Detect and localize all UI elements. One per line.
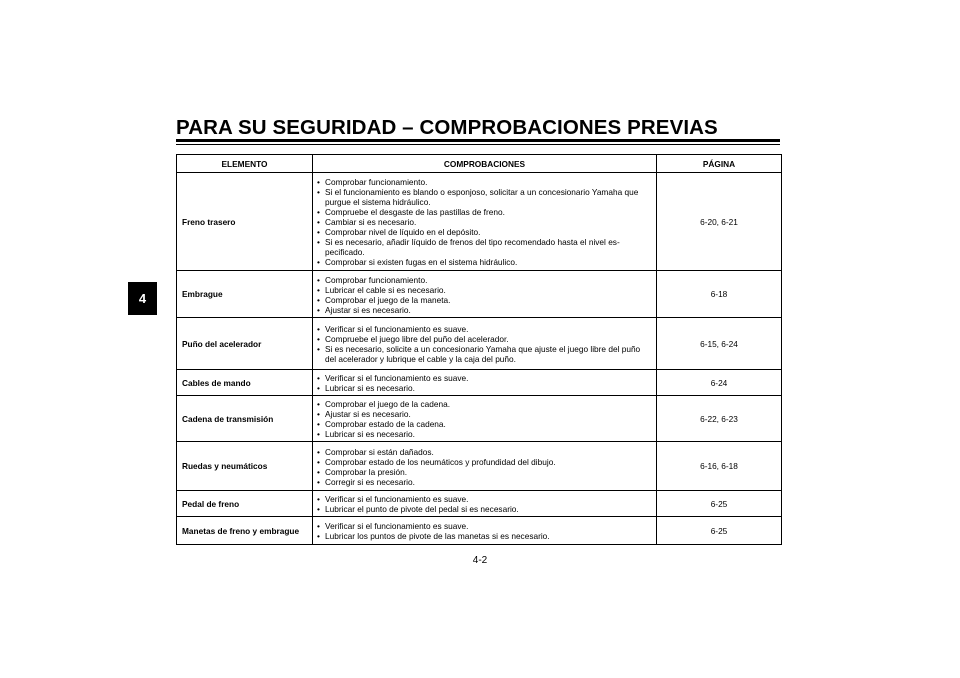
element-cell: Manetas de freno y embrague bbox=[177, 517, 313, 545]
check-item: • Comprobar estado de los neumáticos y profundidad del dibujo. bbox=[317, 457, 652, 467]
check-item: • Ajustar si es necesario. bbox=[317, 409, 652, 419]
column-header-page: PÁGINA bbox=[657, 155, 782, 173]
page-title: PARA SU SEGURIDAD – COMPROBACIONES PREVIAS bbox=[176, 116, 718, 139]
checks-cell bbox=[313, 173, 657, 271]
checks-list bbox=[317, 447, 652, 487]
checks-list bbox=[317, 494, 652, 514]
page-reference-cell: 6-24 bbox=[657, 370, 782, 396]
element-cell: Embrague bbox=[177, 271, 313, 318]
page-reference-cell: 6-25 bbox=[657, 517, 782, 545]
check-item: • Verificar si el funcionamiento es suave. bbox=[317, 324, 652, 334]
checks-cell bbox=[313, 271, 657, 318]
checks-cell bbox=[313, 442, 657, 491]
checks-list bbox=[317, 275, 652, 315]
checks-list bbox=[317, 521, 652, 541]
check-item: • Ajustar si es necesario. bbox=[317, 305, 652, 315]
element-cell: Puño del acelerador bbox=[177, 318, 313, 370]
checks-cell bbox=[313, 396, 657, 442]
element-cell: Pedal de freno bbox=[177, 491, 313, 517]
check-item: • Lubricar el punto de pivote del pedal si es necesario. bbox=[317, 504, 652, 514]
check-item: • Verificar si el funcionamiento es suave. bbox=[317, 373, 652, 383]
table-row bbox=[177, 517, 782, 545]
checks-list bbox=[317, 399, 652, 439]
check-item: • Comprobar funcionamiento. bbox=[317, 275, 652, 285]
checks-cell bbox=[313, 517, 657, 545]
check-item: • Si el funcionamiento es blando o esponjoso, solicitar a un concesionario Yamaha que purgue el sistema hidráulico. bbox=[317, 187, 652, 207]
title-rule-thick bbox=[176, 139, 780, 142]
chapter-tab: 4 bbox=[128, 282, 157, 315]
page-reference-cell: 6-22, 6-23 bbox=[657, 396, 782, 442]
page-reference-cell: 6-25 bbox=[657, 491, 782, 517]
element-cell: Freno trasero bbox=[177, 173, 313, 271]
page-reference-cell: 6-18 bbox=[657, 271, 782, 318]
column-header-checks: COMPROBACIONES bbox=[313, 155, 657, 173]
check-item: • Lubricar los puntos de pivote de las manetas si es necesario. bbox=[317, 531, 652, 541]
table-row bbox=[177, 271, 782, 318]
checks-list bbox=[317, 177, 652, 267]
element-cell: Cables de mando bbox=[177, 370, 313, 396]
table-row bbox=[177, 173, 782, 271]
checks-list bbox=[317, 324, 652, 364]
checks-cell bbox=[313, 318, 657, 370]
table-row bbox=[177, 442, 782, 491]
check-item: • Verificar si el funcionamiento es suave. bbox=[317, 494, 652, 504]
check-item: • Comprobar funcionamiento. bbox=[317, 177, 652, 187]
table-row bbox=[177, 491, 782, 517]
page-reference-cell: 6-20, 6-21 bbox=[657, 173, 782, 271]
checks-cell bbox=[313, 370, 657, 396]
check-item: • Lubricar si es necesario. bbox=[317, 383, 652, 393]
check-item: • Verificar si el funcionamiento es suave. bbox=[317, 521, 652, 531]
check-item: • Comprobar el juego de la maneta. bbox=[317, 295, 652, 305]
check-item: • Cambiar si es necesario. bbox=[317, 217, 652, 227]
table-row bbox=[177, 318, 782, 370]
check-item: • Compruebe el juego libre del puño del acelerador. bbox=[317, 334, 652, 344]
page-reference-cell: 6-16, 6-18 bbox=[657, 442, 782, 491]
element-cell: Cadena de transmisión bbox=[177, 396, 313, 442]
check-item: • Lubricar el cable si es necesario. bbox=[317, 285, 652, 295]
check-item: • Corregir si es necesario. bbox=[317, 477, 652, 487]
check-item: • Comprobar estado de la cadena. bbox=[317, 419, 652, 429]
check-item: • Comprobar el juego de la cadena. bbox=[317, 399, 652, 409]
checks-list bbox=[317, 373, 652, 393]
element-cell: Ruedas y neumáticos bbox=[177, 442, 313, 491]
page-reference-cell: 6-15, 6-24 bbox=[657, 318, 782, 370]
check-item: • Comprobar si están dañados. bbox=[317, 447, 652, 457]
check-item: • Compruebe el desgaste de las pastillas de freno. bbox=[317, 207, 652, 217]
table-body bbox=[177, 173, 782, 545]
pre-operation-checks-table bbox=[176, 154, 782, 545]
table-header-row bbox=[177, 155, 782, 173]
page-number: 4-2 bbox=[472, 555, 488, 566]
checks-cell bbox=[313, 491, 657, 517]
table-row bbox=[177, 370, 782, 396]
title-rule-thin bbox=[176, 144, 780, 145]
check-item: • Comprobar la presión. bbox=[317, 467, 652, 477]
check-item: • Si es necesario, añadir líquido de frenos del tipo recomendado hasta el nivel es- pecificado. bbox=[317, 237, 652, 257]
check-item: • Lubricar si es necesario. bbox=[317, 429, 652, 439]
check-item: • Si es necesario, solicite a un concesionario Yamaha que ajuste el juego libre del puño del acelerador y lubrique el cable y la caja del puño. bbox=[317, 344, 652, 364]
check-item: • Comprobar nivel de líquido en el depósito. bbox=[317, 227, 652, 237]
check-item: • Comprobar si existen fugas en el sistema hidráulico. bbox=[317, 257, 652, 267]
table-row bbox=[177, 396, 782, 442]
column-header-element: ELEMENTO bbox=[177, 155, 313, 173]
